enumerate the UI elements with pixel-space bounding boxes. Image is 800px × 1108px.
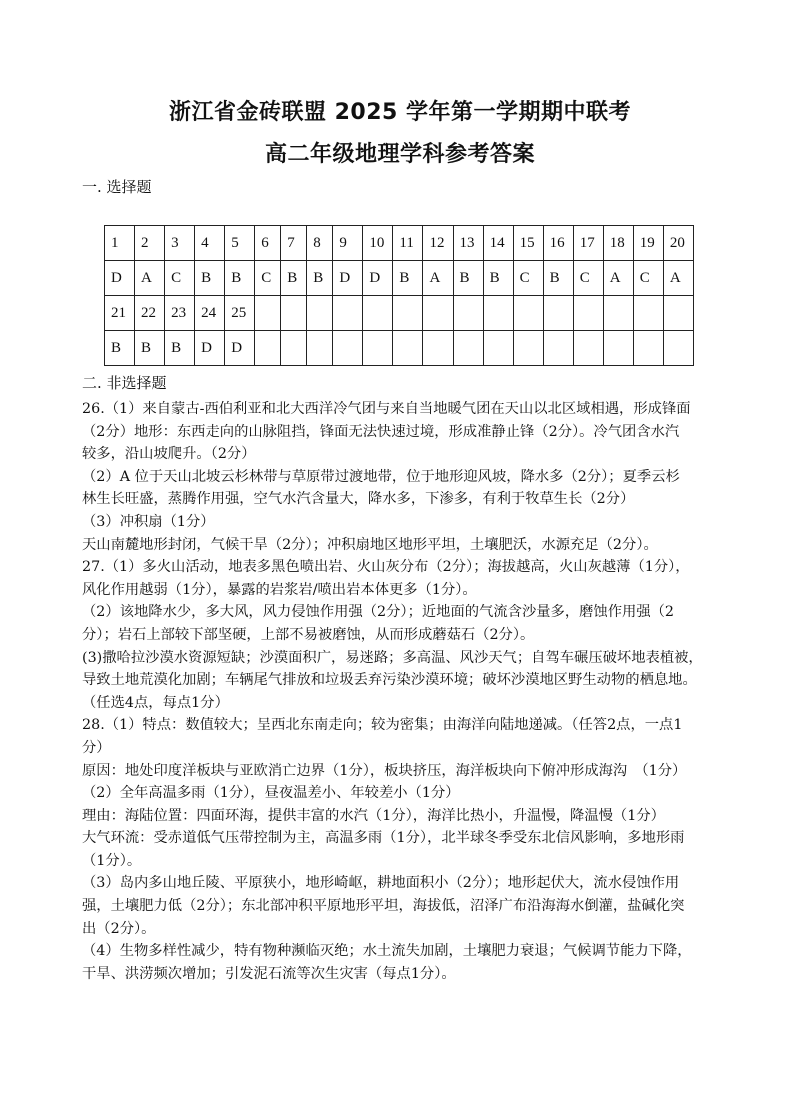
answer-line: 导致土地荒漠化加剧；车辆尾气排放和垃圾丢弃污染沙漠环境；破坏沙漠地区野生动物的栖息地。 [82,672,697,689]
answer-cell: B [281,261,307,296]
question-number-cell [513,296,543,331]
question-number-cell [393,296,423,331]
answer-row [105,331,694,366]
answer-cell: A [663,261,693,296]
question-number-cell: 22 [135,296,165,331]
question-number-cell: 14 [483,226,513,261]
question-number-cell: 25 [225,296,255,331]
answer-cell [543,331,573,366]
question-number-cell [453,296,483,331]
answer-cell: A [423,261,453,296]
answer-cell: C [633,261,663,296]
question-number-row [105,226,694,261]
answer-cell: D [333,261,363,296]
section-heading-choice: 一. 选择题 [82,178,152,196]
answer-line: 分）；岩石上部较下部坚硬，上部不易被磨蚀，从而形成蘑菇石（2分）。 [82,626,535,643]
question-number-cell: 7 [281,226,307,261]
question-number-cell: 5 [225,226,255,261]
question-number-cell [255,296,281,331]
answer-cell: B [195,261,225,296]
answer-line: 理由：海陆位置：四面环海，提供丰富的水汽（1分），海洋比热小，升温慢，降温慢（1分） [82,807,665,824]
question-number-cell [333,296,363,331]
answer-line: 林生长旺盛，蒸腾作用强，空气水汽含量大，降水多，下渗多，有利于牧草生长（2分） [82,491,635,508]
answer-cell: C [255,261,281,296]
answer-cell: B [393,261,423,296]
answer-line: （2分）地形：东西走向的山脉阻挡，锋面无法快速过境，形成准静止锋（2分）。冷气团含水汽 [82,423,680,440]
answer-cell: C [573,261,603,296]
answer-cell [633,331,663,366]
answer-line: 风化作用越弱（1分），暴露的岩浆岩/喷出岩本体更多（1分）。 [82,581,477,598]
question-number-cell: 19 [633,226,663,261]
answer-row [105,261,694,296]
answer-cell: B [543,261,573,296]
page-subtitle: 高二年级地理学科参考答案 [264,142,535,167]
answer-line: 较多，沿山坡爬升。（2分） [82,446,256,463]
answer-cell [255,331,281,366]
question-number-cell: 4 [195,226,225,261]
answer-cell [363,331,393,366]
answer-cell: B [135,331,165,366]
question-number-cell: 2 [135,226,165,261]
question-number-cell: 1 [105,226,135,261]
question-number-cell: 23 [165,296,195,331]
answer-line: （2）全年高温多雨（1分），昼夜温差小、年较差小（1分） [82,785,460,802]
answer-line: （4）生物多样性减少，特有物种濒临灭绝；水土流失加剧，土壤肥力衰退；气候调节能力下降， [82,943,692,960]
question-number-cell: 24 [195,296,225,331]
answer-cell: D [195,331,225,366]
page-title: 浙江省金砖联盟 2025 学年第一学期期中联考 [168,100,632,125]
question-number-cell [483,296,513,331]
answer-line: 27.（1）多火山活动，地表多黑色喷出岩、火山灰分布（2分）；海拔越高，火山灰越薄（1分）， [82,559,690,576]
question-number-cell [633,296,663,331]
answer-line: （2）该地降水少，多大风，风力侵蚀作用强（2分）；近地面的气流含沙量多，磨蚀作用强（2 [82,604,675,621]
answer-cell: A [603,261,633,296]
answer-cell: C [165,261,195,296]
answer-cell: C [513,261,543,296]
answer-cell [307,331,333,366]
question-number-cell [603,296,633,331]
answer-cell [483,331,513,366]
question-number-cell [281,296,307,331]
answer-cell [393,331,423,366]
question-number-cell [573,296,603,331]
question-number-cell: 13 [453,226,483,261]
answer-cell: D [105,261,135,296]
question-number-cell: 17 [573,226,603,261]
answer-cell [423,331,453,366]
answer-cell [513,331,543,366]
answer-cell [663,331,693,366]
question-number-cell: 11 [393,226,423,261]
answer-line: (3)撒哈拉沙漠水资源短缺；沙漠面积广，易迷路；多高温、风沙天气；自驾车碾压破坏地表植被， [82,649,703,666]
answer-table [104,225,694,366]
question-number-cell: 16 [543,226,573,261]
answer-line: 出（2分）。 [82,920,156,937]
question-number-cell: 8 [307,226,333,261]
question-number-cell: 3 [165,226,195,261]
question-number-cell: 15 [513,226,543,261]
question-number-cell [363,296,393,331]
question-number-cell [423,296,453,331]
answer-line: （1分）。 [82,852,142,869]
question-number-cell: 9 [333,226,363,261]
answer-cell: D [363,261,393,296]
answer-cell [281,331,307,366]
question-number-cell: 6 [255,226,281,261]
section-heading-nonchoice: 二. 非选择题 [82,374,167,392]
answer-line: 干旱、洪涝频次增加；引发泥石流等次生灾害（每点1分）。 [82,965,456,982]
answer-cell: B [483,261,513,296]
question-number-cell: 20 [663,226,693,261]
question-number-cell [307,296,333,331]
question-number-row [105,296,694,331]
answer-line: 天山南麓地形封闭，气候干旱（2分）；冲积扇地区地形平坦，土壤肥沃，水源充足（2分）。 [82,536,658,553]
answer-line: 强，土壤肥力低（2分）；东北部冲积平原地形平坦，海拔低，沼泽广布沿海海水倒灌，盐碱化突 [82,898,685,915]
question-number-cell: 18 [603,226,633,261]
question-number-cell: 10 [363,226,393,261]
answer-line: （任选4点，每点1分） [82,694,229,711]
question-number-cell [543,296,573,331]
question-number-cell: 21 [105,296,135,331]
answer-cell [333,331,363,366]
answer-cell: D [225,331,255,366]
answer-explanations [82,398,722,985]
answer-cell: B [165,331,195,366]
answer-cell [453,331,483,366]
answer-line: 大气环流：受赤道低气压带控制为主，高温多雨（1分），北半球冬季受东北信风影响，多地形雨 [82,830,685,847]
answer-line: （2）A 位于天山北坡云杉林带与草原带过渡地带，位于地形迎风坡，降水多（2分）；夏季云杉 [82,468,680,485]
answer-cell [603,331,633,366]
answer-cell: B [225,261,255,296]
answer-line: 原因：地处印度洋板块与亚欧消亡边界（1分），板块挤压，海洋板块向下俯冲形成海沟 （1分） [82,762,687,779]
answer-cell: B [453,261,483,296]
answer-cell: B [105,331,135,366]
answer-line: 26.（1）来自蒙古-西伯利亚和北大西洋冷气团与来自当地暖气团在天山以北区域相遇，形成锋面 [82,401,691,417]
answer-cell [573,331,603,366]
answer-cell: B [307,261,333,296]
answer-line: （3）冲积扇（1分） [82,513,215,530]
question-number-cell: 12 [423,226,453,261]
answer-line: 分） [82,739,111,756]
answer-cell: A [135,261,165,296]
question-number-cell [663,296,693,331]
answer-line: 28.（1）特点：数值较大；呈西北东南走向；较为密集；由海洋向陆地递减。（任答2点，一点1 [82,717,683,734]
answer-line: （3）岛内多山地丘陵、平原狭小，地形崎岖，耕地面积小（2分）；地形起伏大，流水侵蚀作用 [82,875,680,892]
